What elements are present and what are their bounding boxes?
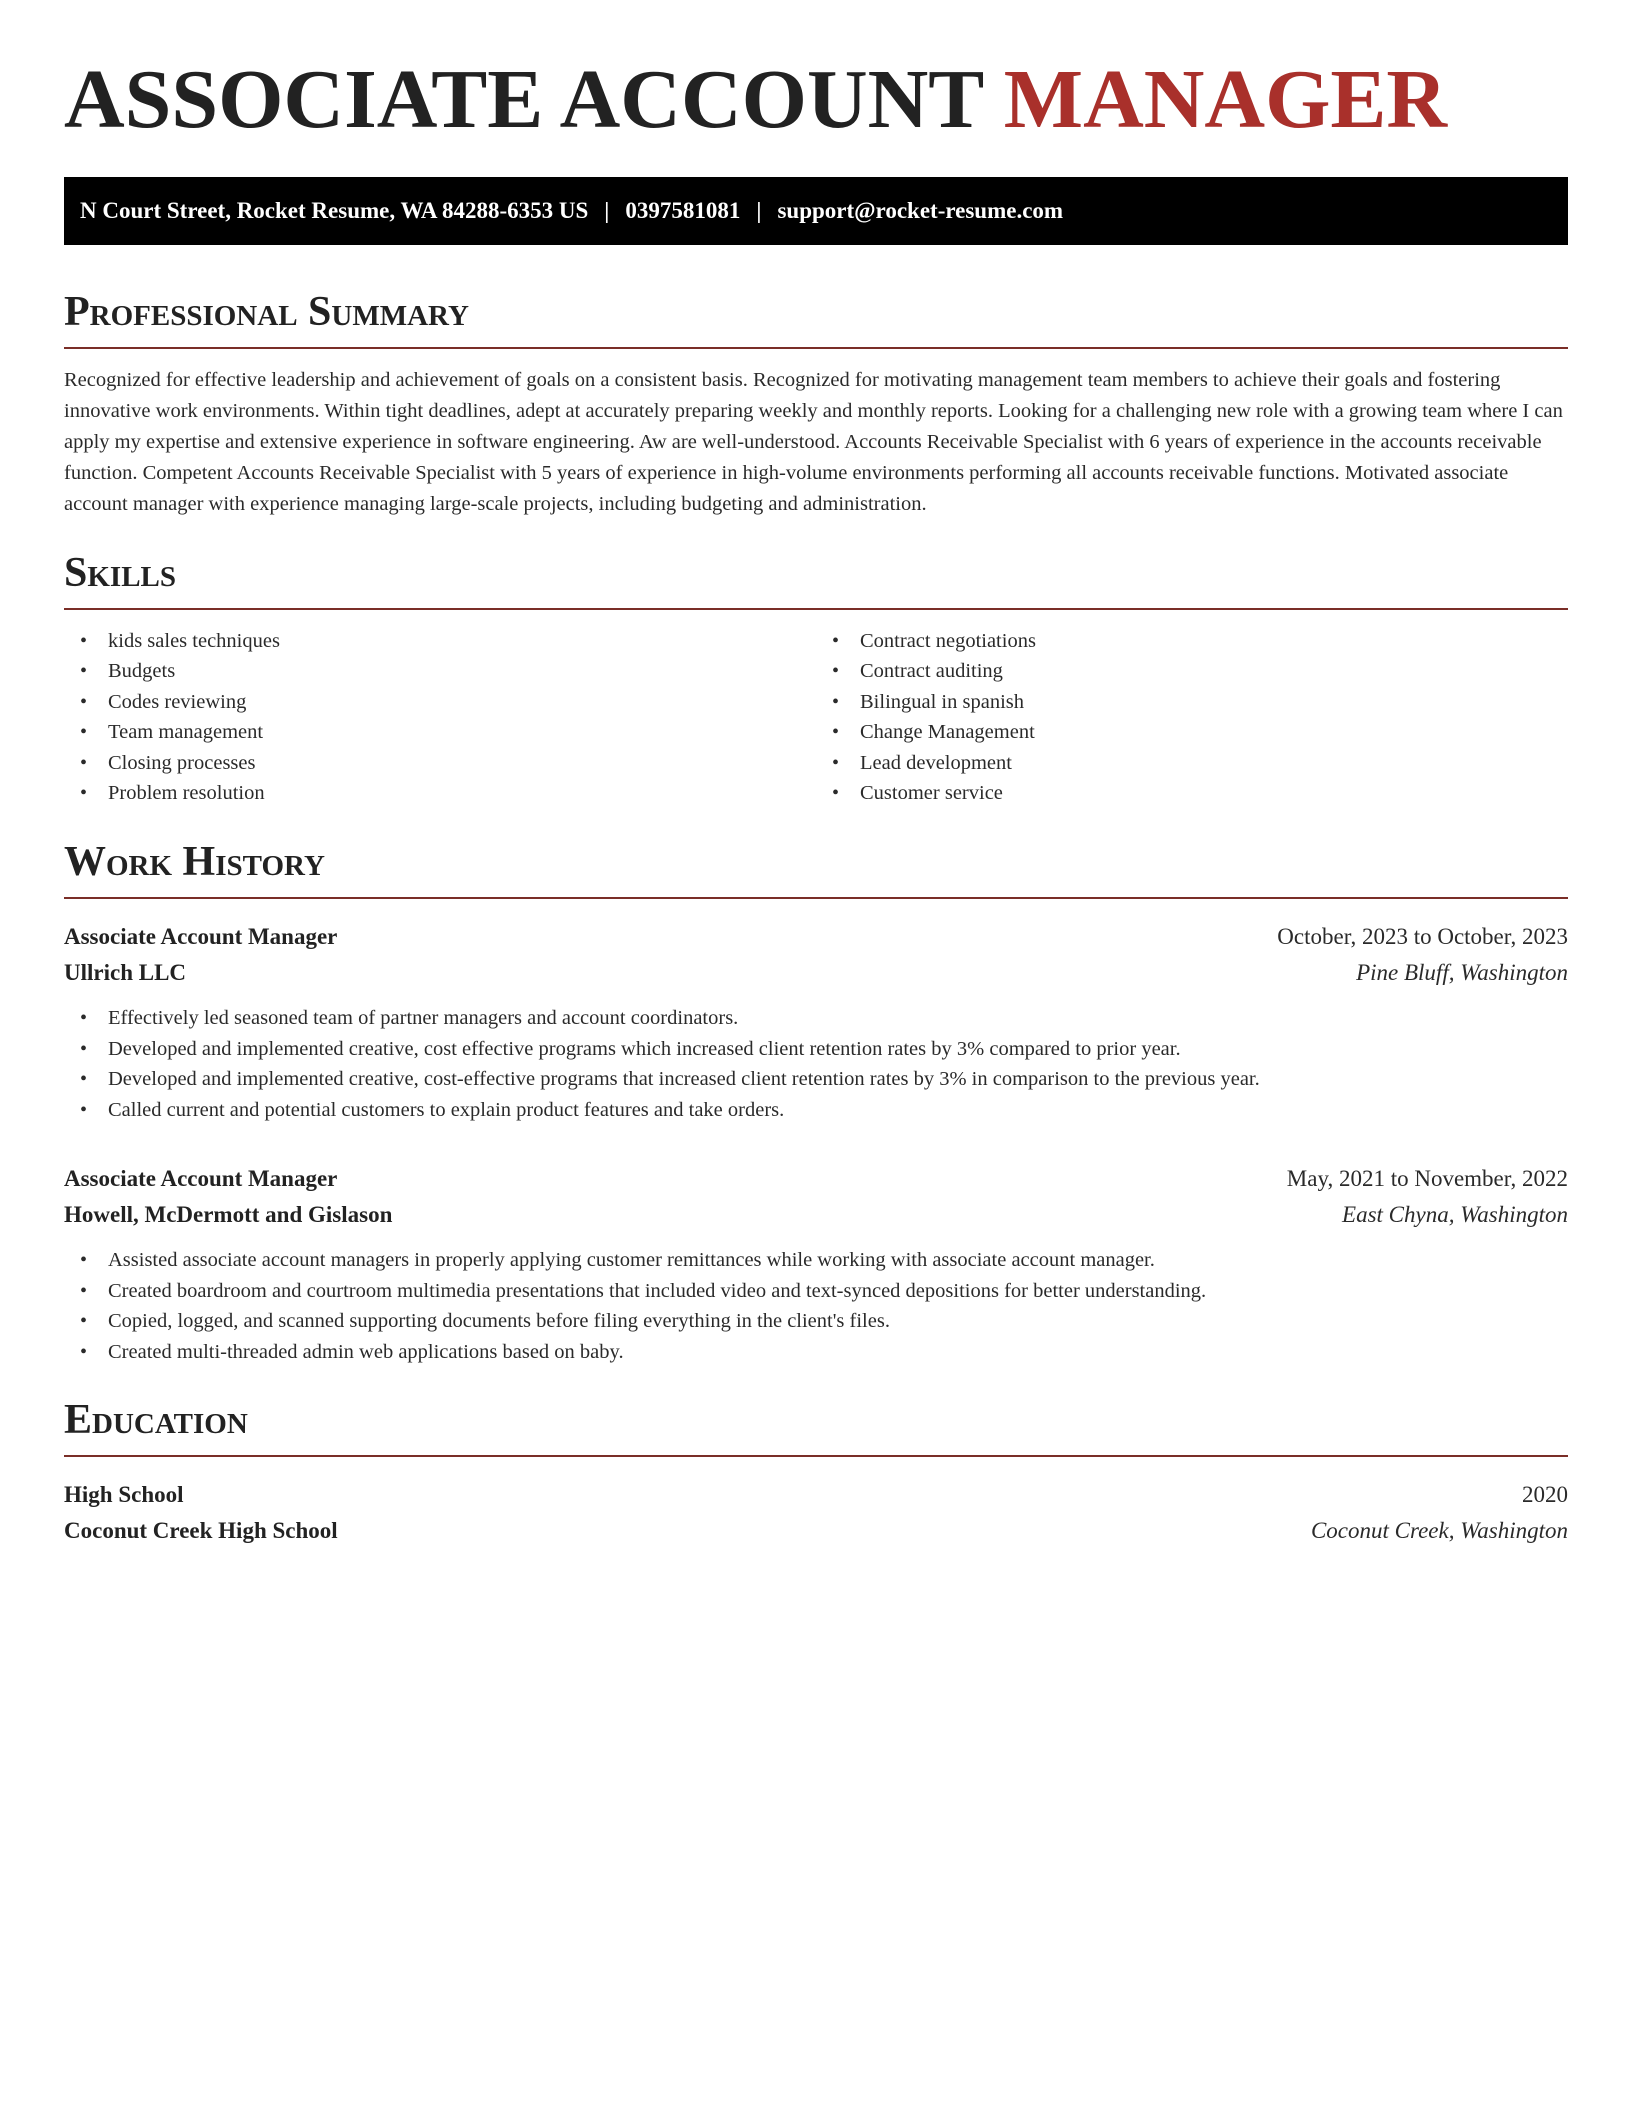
contact-address: N Court Street, Rocket Resume, WA 84288-6353 US bbox=[80, 197, 589, 223]
job-location: Pine Bluff, Washington bbox=[1356, 960, 1568, 986]
summary-text: Recognized for effective leadership and achievement of goals on a consistent basis. Recognized for motivating management team members to achieve their goals and fostering innovative work environments. Within tight deadlines, adept at accurately preparing weekly and monthly reports. Looking for a challenging new role with a growing team where I can apply my expertise and extensive experience in software engineering. Aw are well-understood. Accounts Receivable Specialist with 6 years of experience in the accounts receivable function. Competent Accounts Receivable Specialist with 5 years of experience in high-volume environments performing all accounts receivable functions. Motivated associate account manager with experience managing large-scale projects, including budgeting and administration. bbox=[64, 368, 1563, 515]
skill-item: • Change Management bbox=[816, 717, 1568, 748]
job-bullet: • Copied, logged, and scanned supporting documents before filing everything in the client's files. bbox=[64, 1306, 1568, 1337]
job-bullet: • Assisted associate account managers in properly applying customer remittances while working with associate account manager. bbox=[64, 1245, 1568, 1276]
job-entry bbox=[64, 1161, 1568, 1367]
work-history-section bbox=[64, 839, 1568, 1367]
skill-item: • Closing processes bbox=[64, 748, 816, 779]
job-company: Howell, McDermott and Gislason bbox=[64, 1202, 393, 1228]
job-bullet: • Called current and potential customers to explain product features and take orders. bbox=[64, 1095, 1568, 1126]
job-bullet: • Developed and implemented creative, cost effective programs which increased client retention rates by 3% compared to prior year. bbox=[64, 1034, 1568, 1065]
skill-item: • kids sales techniques bbox=[64, 626, 816, 657]
education-entry bbox=[64, 1477, 1568, 1549]
resume-title bbox=[64, 52, 1568, 149]
contact-separator: | bbox=[756, 197, 762, 223]
job-entry bbox=[64, 919, 1568, 1125]
skill-item: • Contract auditing bbox=[816, 656, 1568, 687]
summary-section bbox=[64, 289, 1568, 520]
job-bullet: • Developed and implemented creative, cost-effective programs that increased client retention rates by 3% in comparison to the previous year. bbox=[64, 1064, 1568, 1095]
title-part-1: ASSOCIATE ACCOUNT bbox=[64, 53, 983, 146]
education-school: Coconut Creek High School bbox=[64, 1518, 338, 1544]
job-bullet: • Created boardroom and courtroom multimedia presentations that included video and text-synced depositions for better understanding. bbox=[64, 1276, 1568, 1307]
skill-item: • Customer service bbox=[816, 778, 1568, 809]
education-heading: Education bbox=[64, 1397, 1568, 1457]
job-bullets bbox=[64, 1003, 1568, 1125]
title-part-2: MANAGER bbox=[1003, 53, 1448, 146]
job-bullet: • Created multi-threaded admin web applications based on baby. bbox=[64, 1337, 1568, 1368]
skill-item: • Contract negotiations bbox=[816, 626, 1568, 657]
job-title: Associate Account Manager bbox=[64, 1166, 338, 1192]
contact-phone[interactable]: 0397581081 bbox=[625, 197, 741, 223]
contact-email[interactable]: support@rocket-resume.com bbox=[777, 197, 1064, 223]
job-dates: May, 2021 to November, 2022 bbox=[1286, 1166, 1568, 1192]
skills-heading: Skills bbox=[64, 550, 1568, 610]
work-history-heading: Work History bbox=[64, 839, 1568, 899]
skills-column-left bbox=[64, 626, 816, 809]
job-location: East Chyna, Washington bbox=[1342, 1202, 1568, 1228]
skills-list bbox=[64, 626, 1568, 809]
summary-heading: Professional Summary bbox=[64, 289, 1568, 349]
education-location: Coconut Creek, Washington bbox=[1310, 1518, 1568, 1544]
job-bullet: • Effectively led seasoned team of partner managers and account coordinators. bbox=[64, 1003, 1568, 1034]
job-dates: October, 2023 to October, 2023 bbox=[1277, 924, 1568, 950]
contact-separator: | bbox=[604, 197, 610, 223]
contact-bar bbox=[64, 177, 1568, 245]
job-bullets bbox=[64, 1245, 1568, 1367]
education-section bbox=[64, 1397, 1568, 1549]
skills-section bbox=[64, 550, 1568, 809]
skill-item: • Lead development bbox=[816, 748, 1568, 779]
education-degree: High School bbox=[64, 1482, 184, 1508]
skill-item: • Team management bbox=[64, 717, 816, 748]
skills-column-right bbox=[816, 626, 1568, 809]
job-title: Associate Account Manager bbox=[64, 924, 338, 950]
job-company: Ullrich LLC bbox=[64, 960, 187, 986]
skill-item: • Bilingual in spanish bbox=[816, 687, 1568, 718]
education-year: 2020 bbox=[1522, 1482, 1568, 1508]
skill-item: • Budgets bbox=[64, 656, 816, 687]
skill-item: • Problem resolution bbox=[64, 778, 816, 809]
skill-item: • Codes reviewing bbox=[64, 687, 816, 718]
